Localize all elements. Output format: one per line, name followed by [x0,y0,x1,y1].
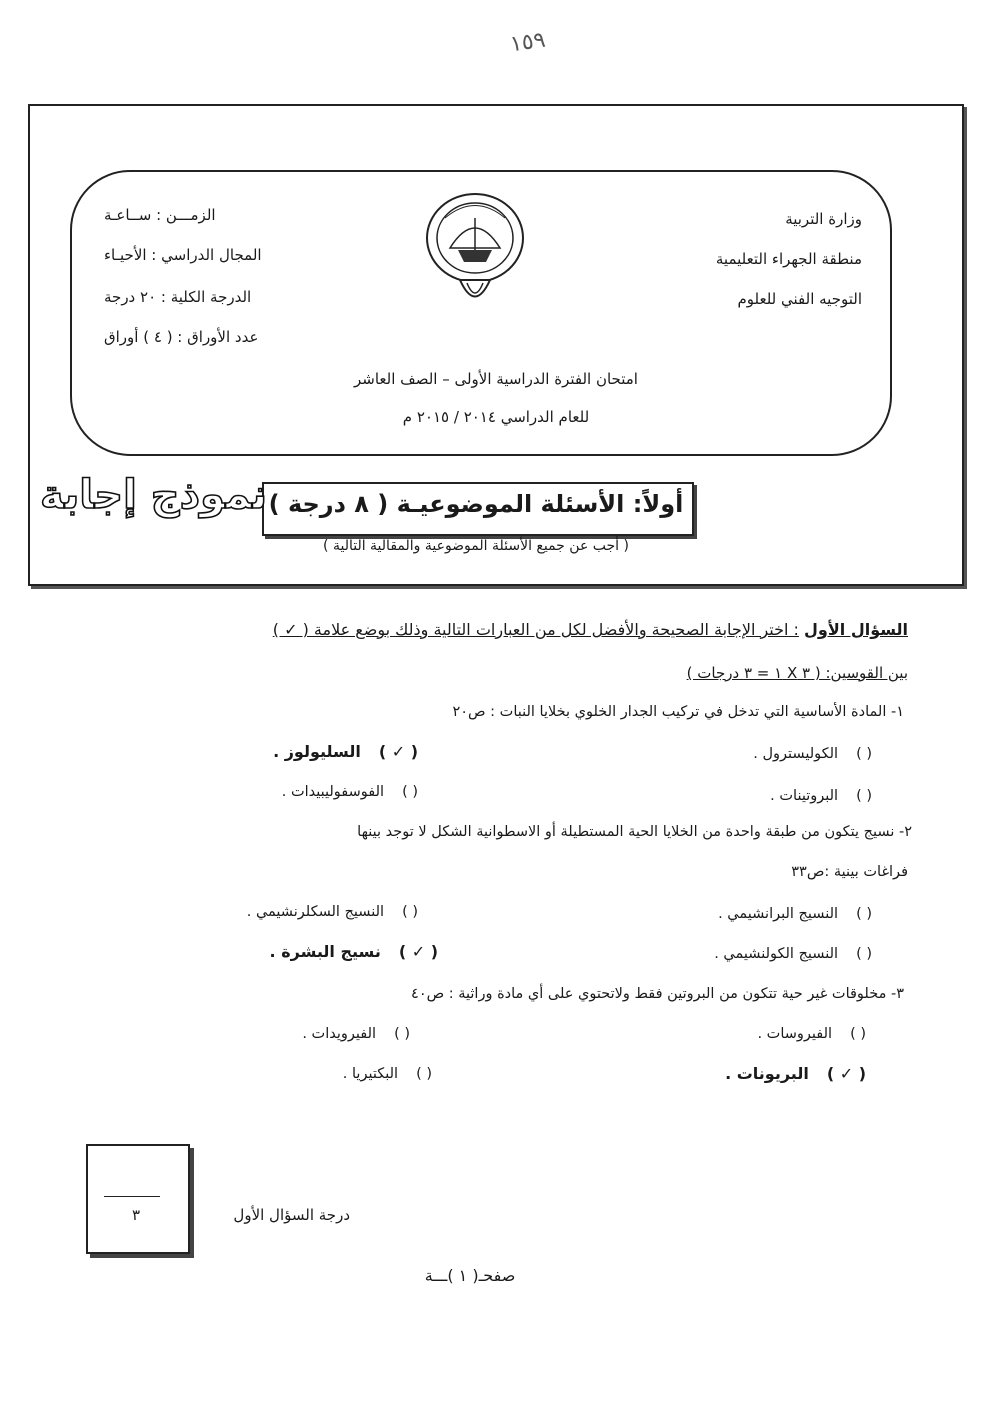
item1-option-d [282,784,418,800]
option-label: البروتينات . [770,788,839,804]
question1-grade-value: ٣ [131,1206,141,1224]
question1-grade-label: درجة السؤال الأول [233,1206,350,1224]
department-name: التوجيه الفني للعلوم [737,290,862,308]
question1-heading [273,620,908,639]
checkbox-checked[interactable]: ( ✓ ) [398,942,438,961]
question1-prompt: : اختر الإجابة الصحيحة والأفضل لكل من العبارات التالية وذلك بوضع علامة ( ✓ ) [272,620,799,639]
checkbox[interactable]: ( ) [850,1026,866,1042]
section-instruction: ( أجب عن جميع الأسئلة الموضوعية والمقالية التالية ) [323,538,629,554]
kuwait-emblem-icon [420,188,530,313]
option-label: النسيج الكولنشيمي . [714,946,839,962]
option-label: السليولوز . [273,742,361,761]
checkbox[interactable]: ( ) [402,904,418,920]
exam-pages: عدد الأوراق : ( ٤ ) أوراق [104,328,259,346]
checkbox[interactable]: ( ) [856,746,872,762]
checkbox-checked[interactable]: ( ✓ ) [826,1064,866,1083]
option-label: البكتيريا . [342,1066,399,1082]
exam-title: امتحان الفترة الدراسية الأولى – الصف العاشر [354,370,638,388]
exam-subject: المجال الدراسي : الأحيـاء [104,246,262,264]
checkbox[interactable]: ( ) [856,946,872,962]
checkbox[interactable]: ( ) [394,1026,410,1042]
question1-label: السؤال الأول [804,620,908,639]
question1-grade-line: بين القوسين: ( ٣ X ١ = ٣ درجات ) [686,664,908,682]
option-label: الفوسفوليبيدات . [281,784,385,800]
item3-option-b [302,1026,410,1042]
checkbox[interactable]: ( ) [856,788,872,804]
item1-option-b-correct [273,742,418,761]
item2-option-b [247,904,418,920]
checkbox[interactable]: ( ) [856,906,872,922]
item3-option-c-correct [725,1064,866,1083]
page-footer: صفحـ( ١ )ـــة [424,1266,516,1285]
section-title: أولاً: الأسئلة الموضوعيـة ( ٨ درجة ) [268,490,684,518]
item2-option-d-correct [270,942,438,961]
option-label: البريونات . [725,1064,809,1083]
checkbox[interactable]: ( ) [416,1066,432,1082]
checkbox[interactable]: ( ) [402,784,418,800]
exam-time: الزمـــن : ســاعـة [104,206,216,224]
grade-box-divider [104,1196,160,1197]
academic-year: للعام الدراسي ٢٠١٤ / ٢٠١٥ م [402,408,590,426]
option-label: النسيج البرانشيمي . [718,906,839,922]
exam-total-grade: الدرجة الكلية : ٢٠ درجة [104,288,252,306]
item3-text: ٣- مخلوقات غير حية تتكون من البروتين فقط ولاتحتوي على أي مادة وراثية : ص٤٠ [411,986,904,1002]
option-label: الفيروسات . [757,1026,833,1042]
option-label: النسيج السكلرنشيمي . [246,904,385,920]
page-mark: ١٥٩ [508,27,548,58]
district-name: منطقة الجهراء التعليمية [715,250,862,268]
grade-box [86,1144,190,1254]
item2-text: ٢- نسيج يتكون من طبقة واحدة من الخلايا الحية المستطيلة أو الاسطوانية الشكل لا توجد بينها [357,824,912,840]
item1-option-a [753,746,872,762]
item1-option-c [770,788,872,804]
item2-option-c [714,946,872,962]
item3-option-a [757,1026,866,1042]
option-label: الفيرويدات . [302,1026,377,1042]
item3-option-d [343,1066,432,1082]
option-label: نسيج البشرة . [269,942,381,961]
checkbox-checked[interactable]: ( ✓ ) [378,742,418,761]
item2-option-a [718,906,872,922]
item2-text-continued: فراغات بينية :ص٣٣ [791,864,908,880]
answer-key-stamp: نموذج إجابة [40,472,268,518]
item1-text: ١- المادة الأساسية التي تدخل في تركيب الجدار الخلوي بخلايا النبات : ص٢٠ [452,704,904,720]
ministry-name: وزارة التربية [785,210,862,228]
option-label: الكوليسترول . [753,746,839,762]
